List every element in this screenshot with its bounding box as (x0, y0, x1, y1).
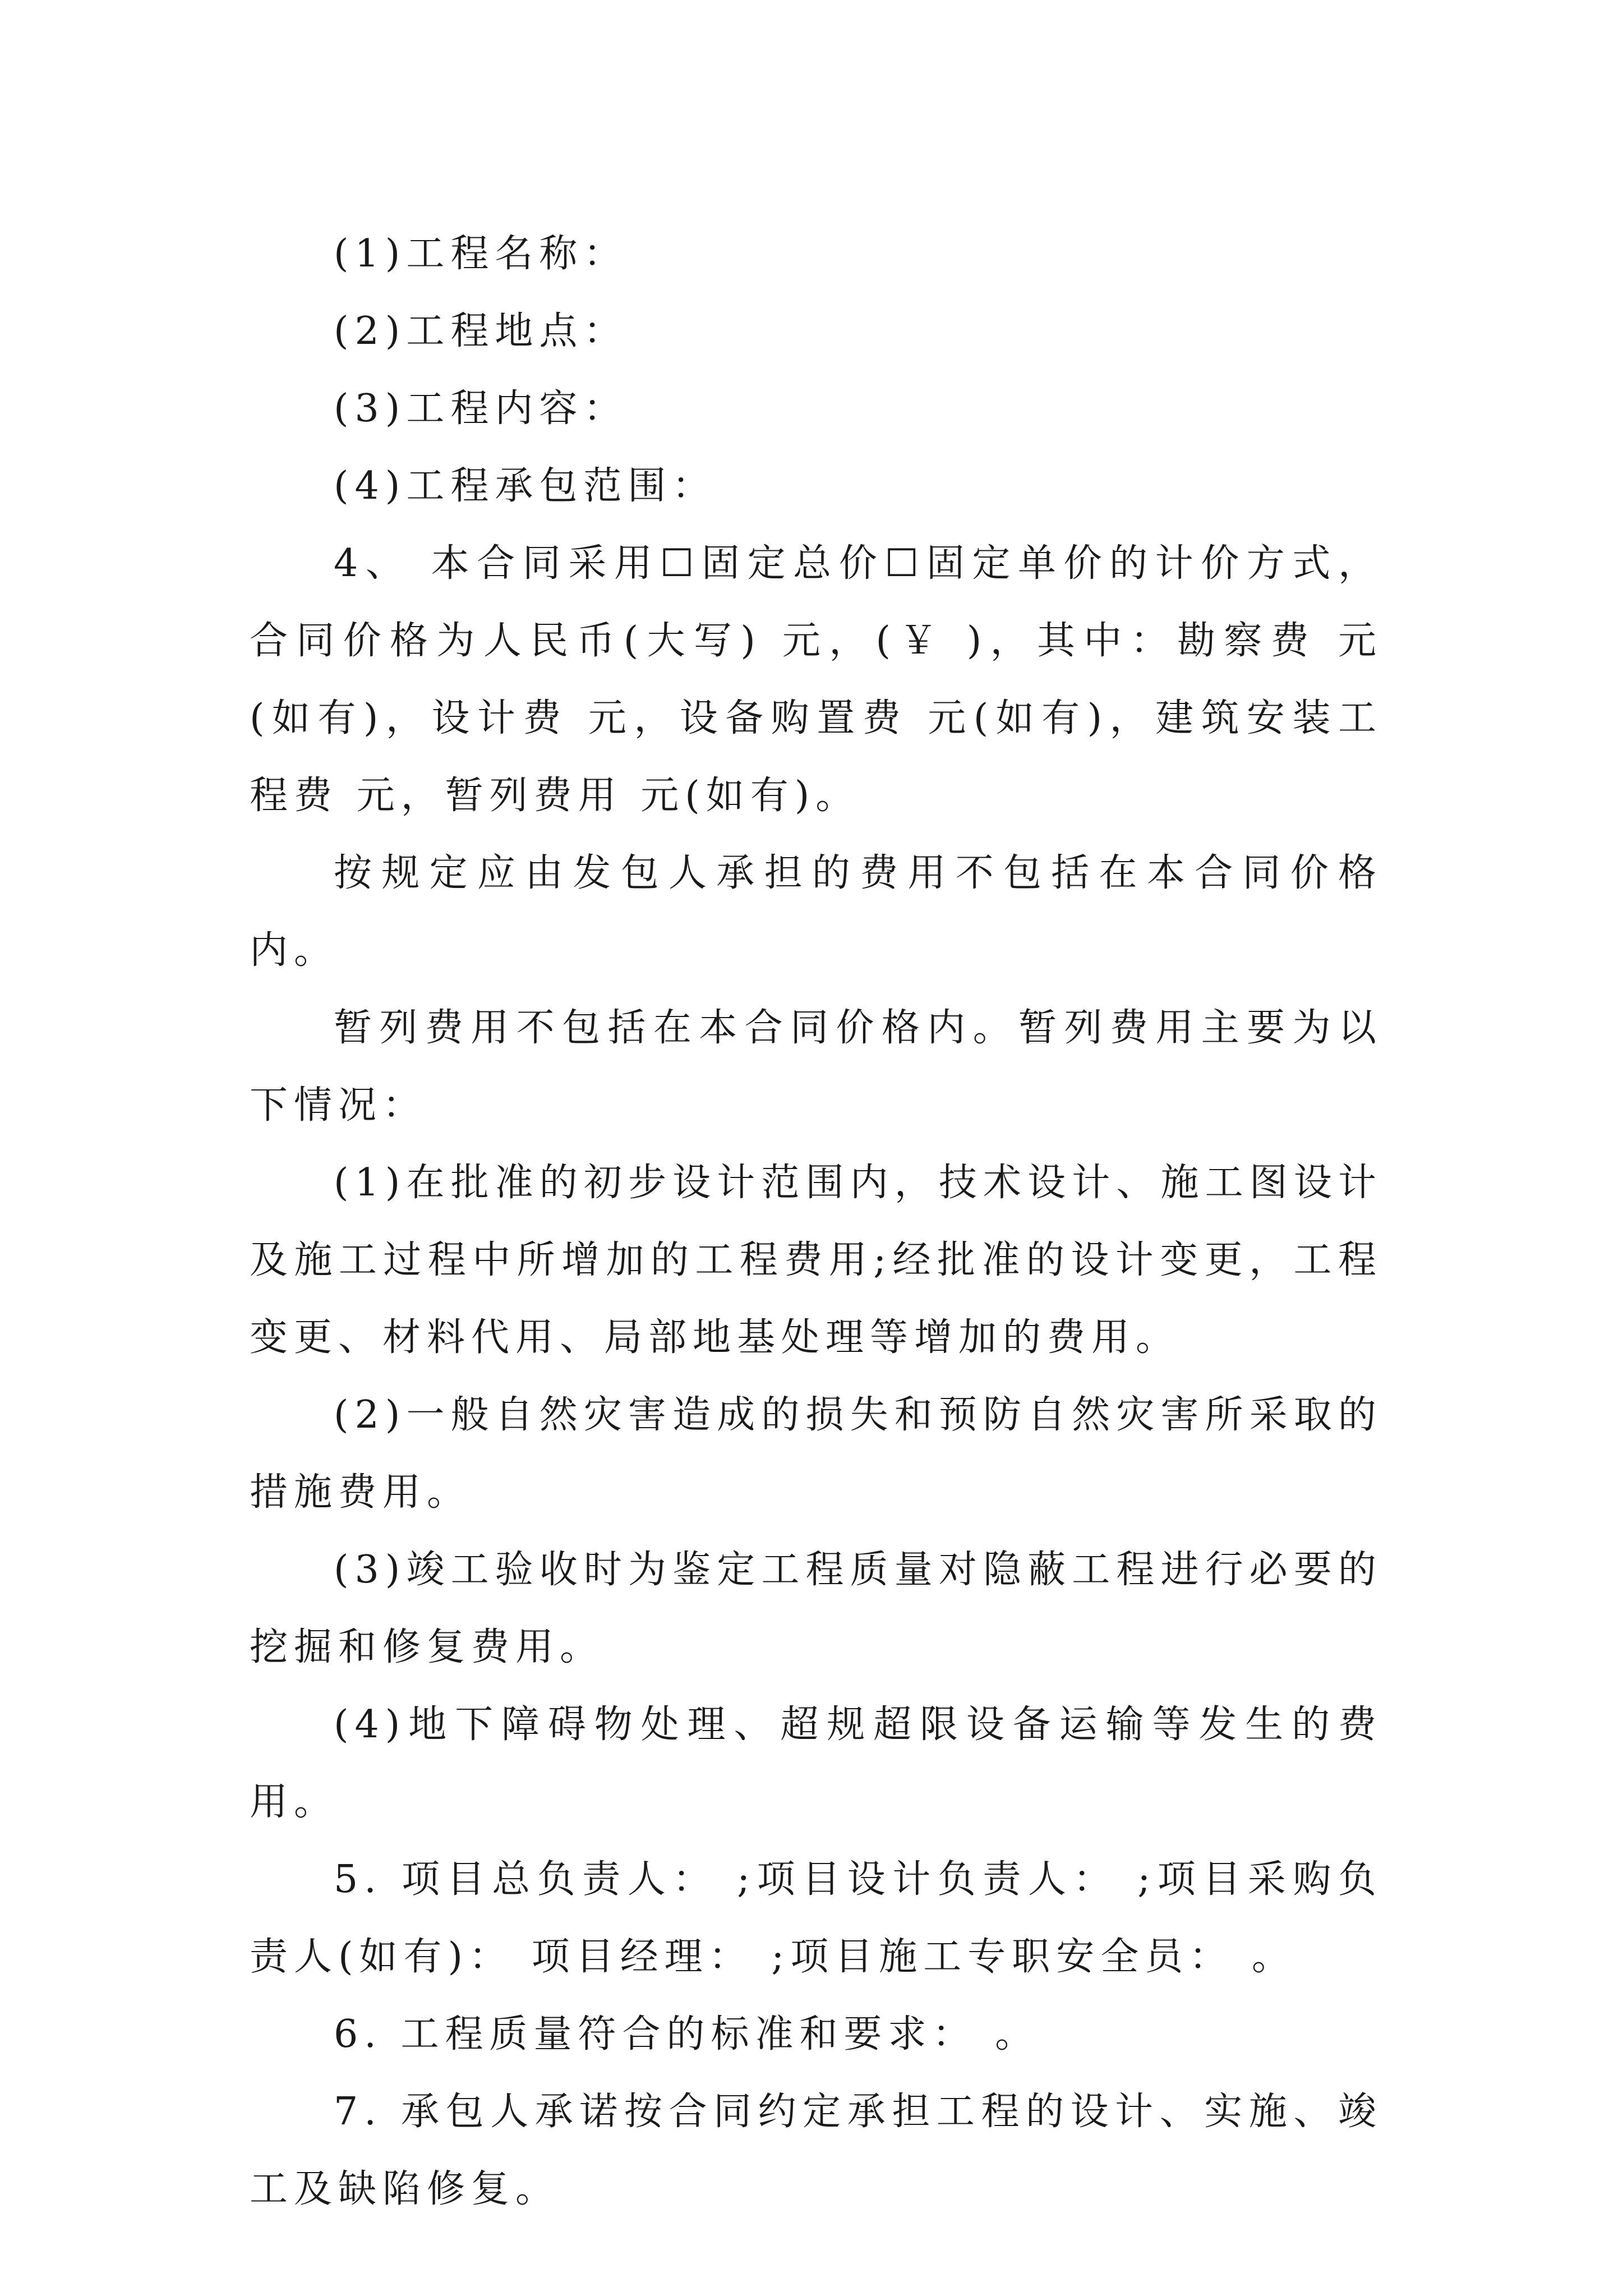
paragraph-employer-costs: 按规定应由发包人承担的费用不包括在本合同价格内。 (250, 851, 1382, 973)
paragraph-project-personnel: 5. 项目总负责人： ;项目设计负责人： ;项目采购负责人(如有)： 项目经理： ;项目施工专职安全员： 。 (250, 1857, 1382, 1979)
paragraph-project-content: (3)工程内容： (334, 386, 628, 431)
paragraph-provisional-item-1: (1)在批准的初步设计范围内，技术设计、施工图设计及施工过程中所增加的工程费用;经批准的设计变更，工程变更、材料代用、局部地基处理等增加的费用。 (250, 1161, 1382, 1360)
paragraph-provisional-costs: 暂列费用不包括在本合同价格内。暂列费用主要为以下情况： (250, 1006, 1382, 1128)
paragraph-contract-price: 4、 本合同采用☐固定总价☐固定单价的计价方式，合同价格为人民币(大写) 元，(￥ )，其中：勘察费 元(如有)，设计费 元，设备购置费 元(如有)，建筑安装工程费 元，暂列费用 元(如有)。 (250, 541, 1382, 818)
paragraph-quality-standard: 6. 工程质量符合的标准和要求： 。 (334, 2012, 1040, 2056)
paragraph-contractor-commitment: 7. 承包人承诺按合同约定承担工程的设计、实施、竣工及缺陷修复。 (250, 2090, 1382, 2211)
paragraph-provisional-item-4: (4)地下障碍物处理、超规超限设备运输等发生的费用。 (250, 1703, 1382, 1824)
paragraph-project-location: (2)工程地点： (334, 309, 628, 353)
paragraph-provisional-item-2: (2)一般自然灾害造成的损失和预防自然灾害所采取的措施费用。 (250, 1393, 1382, 1515)
paragraph-provisional-item-3: (3)竣工验收时为鉴定工程质量对隐蔽工程进行必要的挖掘和修复费用。 (250, 1548, 1382, 1669)
document-body (250, 215, 1382, 2228)
paragraph-project-name: (1)工程名称： (334, 232, 628, 276)
paragraph-project-scope: (4)工程承包范围： (334, 464, 717, 508)
